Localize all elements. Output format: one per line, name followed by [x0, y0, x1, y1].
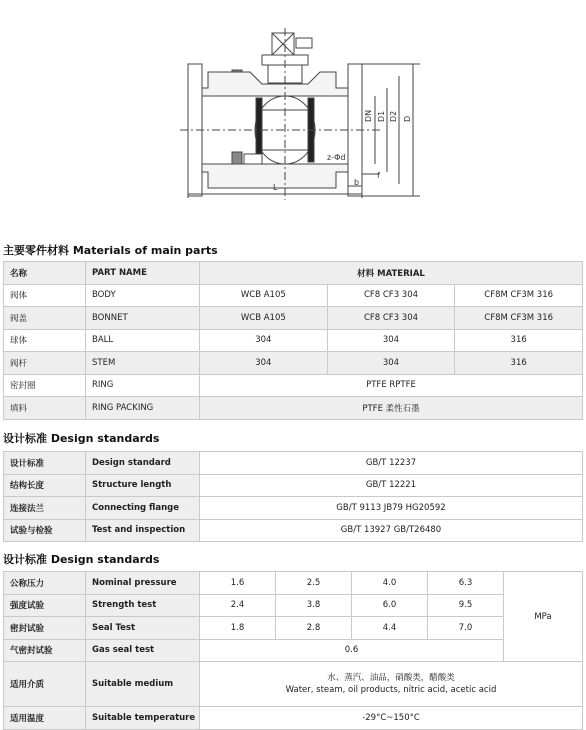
cell-cn: 公称压力 — [4, 572, 86, 595]
medium-en: Water, steam, oil products, nitric acid, acetic acid — [285, 685, 497, 695]
cell-m2: 304 — [327, 329, 455, 352]
cell-name: 阀体 — [4, 284, 86, 307]
design-title: 设计标准 Design standards — [3, 432, 160, 445]
label-f: f — [377, 171, 380, 180]
materials-table — [3, 261, 583, 420]
materials-title: 主要零件材料 Materials of main parts — [3, 244, 218, 257]
table-row — [4, 617, 583, 640]
cell-v: 9.5 — [428, 594, 504, 617]
cell-en: Strength test — [86, 594, 200, 617]
label-b: b — [354, 178, 360, 187]
cell-v: 2.8 — [276, 617, 352, 640]
cell-m3: 316 — [455, 352, 583, 375]
header-material: 材料 MATERIAL — [200, 262, 583, 285]
cell-medium-val — [200, 662, 583, 707]
cell-part: BALL — [86, 329, 200, 352]
table-row — [4, 474, 583, 497]
cell-en: Nominal pressure — [86, 572, 200, 595]
table-row — [4, 374, 583, 397]
cell-en: Gas seal test — [86, 639, 200, 662]
cell-name: 填料 — [4, 397, 86, 420]
unit-cell: MPa — [504, 572, 583, 662]
cell-part: BONNET — [86, 307, 200, 330]
cell-en: Seal Test — [86, 617, 200, 640]
table-row — [4, 707, 583, 730]
cell-v: 2.5 — [276, 572, 352, 595]
cell-all: PTFE RPTFE — [200, 374, 583, 397]
materials-header-row — [4, 262, 583, 285]
cell-cn: 密封试验 — [4, 617, 86, 640]
label-l: L — [273, 183, 278, 192]
valve-drawing — [0, 0, 586, 205]
cell-m3: CF8M CF3M 316 — [455, 307, 583, 330]
medium-cn: 水、蒸汽、油品，硝酸类，醋酸类 — [327, 673, 455, 683]
cell-part: RING — [86, 374, 200, 397]
cell-v: 7.0 — [428, 617, 504, 640]
cell-all: PTFE 柔性石墨 — [200, 397, 583, 420]
header-part: PART NAME — [86, 262, 200, 285]
cell-m1: WCB A105 — [200, 284, 328, 307]
table-row — [4, 307, 583, 330]
cell-v: 6.3 — [428, 572, 504, 595]
cell-m1: 304 — [200, 352, 328, 375]
cell-cn: 强度试验 — [4, 594, 86, 617]
cell-cn: 适用温度 — [4, 707, 86, 730]
header-name: 名称 — [4, 262, 86, 285]
table-row — [4, 452, 583, 475]
cell-v: 1.6 — [200, 572, 276, 595]
cell-en: Connecting flange — [86, 497, 200, 520]
cell-part: STEM — [86, 352, 200, 375]
cell-v: 4.4 — [352, 617, 428, 640]
cell-temp-val: -29°C~150°C — [200, 707, 583, 730]
pressure-table — [3, 571, 583, 730]
table-row — [4, 397, 583, 420]
cell-v: 1.8 — [200, 617, 276, 640]
label-d: D — [403, 115, 412, 122]
label-d2: D2 — [389, 110, 398, 122]
cell-v: 4.0 — [352, 572, 428, 595]
design-table — [3, 451, 583, 542]
cell-name: 密封圈 — [4, 374, 86, 397]
cell-cn: 试验与检验 — [4, 519, 86, 542]
cell-en: Suitable medium — [86, 662, 200, 707]
table-row — [4, 572, 583, 595]
cell-name: 阀杆 — [4, 352, 86, 375]
cell-en: Suitable temperature — [86, 707, 200, 730]
cell-v: 2.4 — [200, 594, 276, 617]
cell-val: GB/T 13927 GB/T26480 — [200, 519, 583, 542]
cell-m3: CF8M CF3M 316 — [455, 284, 583, 307]
table-row — [4, 284, 583, 307]
cell-cn: 气密封试验 — [4, 639, 86, 662]
cell-m2: CF8 CF3 304 — [327, 284, 455, 307]
table-row — [4, 639, 583, 662]
cell-m2: CF8 CF3 304 — [327, 307, 455, 330]
cell-cn: 适用介质 — [4, 662, 86, 707]
label-d1: D1 — [377, 110, 386, 122]
cell-cn: 结构长度 — [4, 474, 86, 497]
cell-en: Test and inspection — [86, 519, 200, 542]
cell-cn: 设计标准 — [4, 452, 86, 475]
cell-val: GB/T 12237 — [200, 452, 583, 475]
table-row — [4, 329, 583, 352]
cell-v: 3.8 — [276, 594, 352, 617]
cell-en: Structure length — [86, 474, 200, 497]
label-zphid: z-Φd — [327, 153, 346, 162]
cell-part: RING PACKING — [86, 397, 200, 420]
cell-val: GB/T 12221 — [200, 474, 583, 497]
table-row — [4, 352, 583, 375]
cell-name: 球体 — [4, 329, 86, 352]
table-row — [4, 594, 583, 617]
table-row — [4, 497, 583, 520]
table-row — [4, 662, 583, 707]
cell-m1: 304 — [200, 329, 328, 352]
cell-m2: 304 — [327, 352, 455, 375]
table-row — [4, 519, 583, 542]
cell-m3: 316 — [455, 329, 583, 352]
cell-cn: 连接法兰 — [4, 497, 86, 520]
cell-en: Design standard — [86, 452, 200, 475]
cell-name: 阀盖 — [4, 307, 86, 330]
cell-val: GB/T 9113 JB79 HG20592 — [200, 497, 583, 520]
cell-gas-val: 0.6 — [200, 639, 504, 662]
cell-part: BODY — [86, 284, 200, 307]
pressure-title: 设计标准 Design standards — [3, 553, 160, 566]
label-dn: DN — [364, 109, 373, 122]
cell-v: 6.0 — [352, 594, 428, 617]
cell-m1: WCB A105 — [200, 307, 328, 330]
